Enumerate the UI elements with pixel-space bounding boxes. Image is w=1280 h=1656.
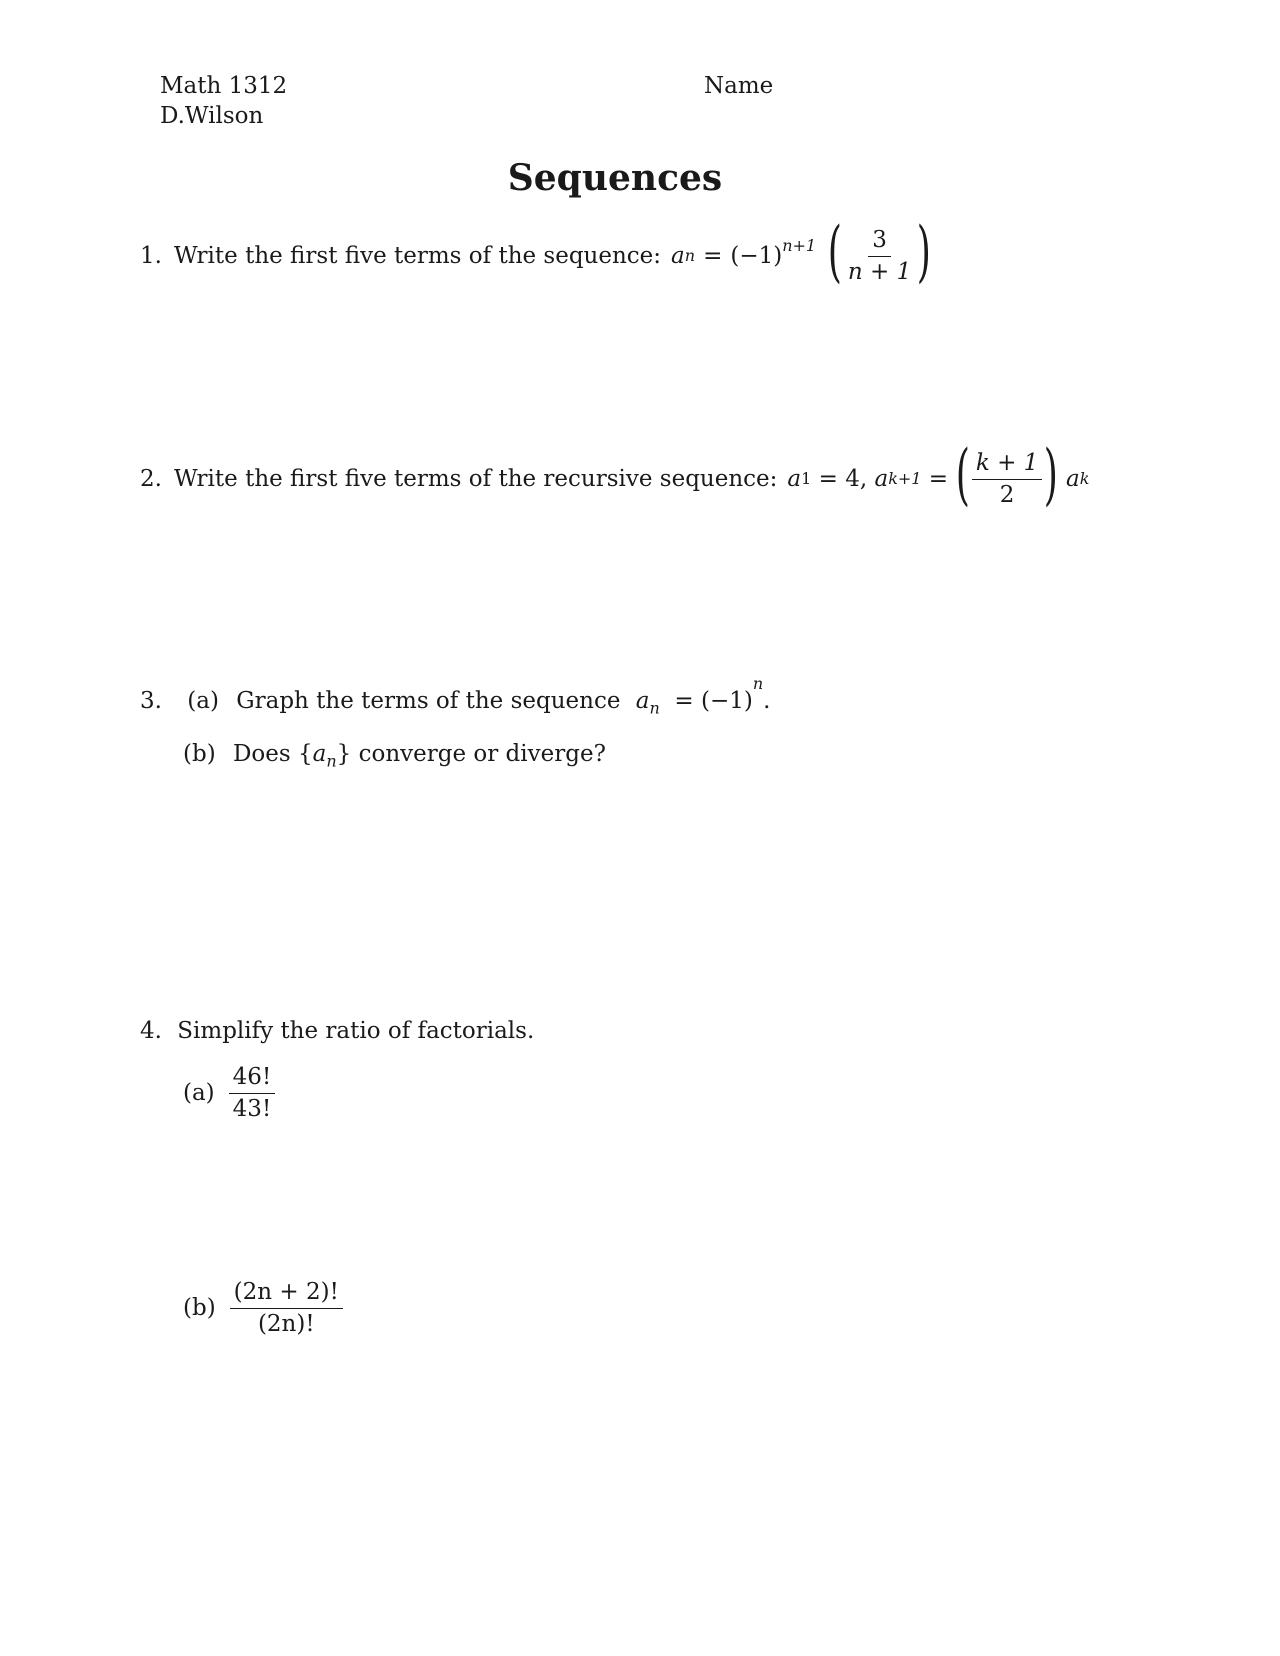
question-3b (183, 741, 606, 771)
question-2: 2. Write the first five terms of the recursive sequence: a 1 = 4, a k+1 = ( $\frac{k + 1}{2}$ ) a k (140, 436, 1090, 513)
question-3-number: 3. (140, 688, 162, 714)
question-4-text: Simplify the ratio of factorials. (177, 1018, 535, 1044)
q4-part-a-num: 46! (229, 1063, 276, 1094)
name-label: Name (704, 73, 774, 99)
q3-part-b-var: a (312, 741, 327, 767)
question-3 (140, 674, 771, 718)
right-paren: ) (1044, 436, 1059, 513)
page-title: Sequences (507, 157, 723, 199)
q2-equals: = (921, 466, 949, 492)
q4-part-a-label: (a) (183, 1080, 215, 1107)
q1-fraction (844, 226, 915, 287)
q4-part-b-num: (2n + 2)! (230, 1278, 343, 1309)
question-4b (183, 1278, 345, 1339)
left-paren: ( (827, 213, 843, 290)
question-4a (183, 1063, 277, 1124)
q1-frac-den: n + 1 (847, 258, 912, 285)
question-2-text: Write the first five terms of the recursive sequence: (173, 466, 778, 492)
q4-part-b-fraction (230, 1278, 343, 1339)
q3-part-a-end: . (763, 688, 771, 714)
q3-part-b-label: (b) (183, 741, 216, 767)
instructor-label: D.Wilson (160, 103, 264, 129)
q3-part-a-sub: n (649, 698, 660, 718)
question-1-number: 1. (140, 243, 162, 269)
question-4-number: 4. (140, 1018, 162, 1044)
q1-frac-num: 3 (868, 226, 891, 257)
question-1: 1. Write the first five terms of the sequence: a n = (−1) $^{n+1}$ ( $\frac{3}{n + 1}$ ) (140, 213, 932, 290)
q3-part-b-pre: Does { (232, 741, 313, 767)
q2-a1-value: = 4, (811, 466, 875, 492)
question-2-number: 2. (140, 466, 162, 492)
question-1-text: Write the first five terms of the sequence: (173, 243, 662, 269)
q3-part-a-label: (a) (187, 688, 219, 714)
q3-part-a-rhs: = (−1) (667, 688, 753, 714)
q3-part-b-post: } converge or diverge? (336, 741, 606, 767)
q3-part-a-exp: n (752, 674, 764, 694)
left-paren: ( (955, 436, 971, 513)
right-paren: ) (916, 213, 932, 290)
q4-part-b-den: (2n)! (257, 1310, 315, 1337)
q3-part-a-var: a (635, 688, 650, 714)
q3-part-a-text: Graph the terms of the sequence (236, 688, 621, 714)
q1-lhs-var: a (671, 243, 685, 269)
q2-ak1-var: a (874, 466, 889, 492)
q2-frac-den: 2 (999, 481, 1015, 508)
q2-fraction (972, 449, 1042, 510)
q2-frac-num: k + 1 (972, 449, 1042, 480)
q1-equals: = (703, 243, 723, 269)
q3-part-b-sub: n (326, 751, 337, 771)
q4-part-a-den: 43! (232, 1095, 272, 1122)
q1-base: (−1) (730, 243, 783, 269)
q4-part-b-label: (b) (183, 1295, 216, 1322)
q2-a1-var: a (787, 466, 802, 492)
q2-ak-var: a (1066, 466, 1080, 492)
q4-part-a-fraction (229, 1063, 276, 1124)
question-4 (140, 1018, 534, 1044)
course-label: Math 1312 (160, 73, 288, 99)
